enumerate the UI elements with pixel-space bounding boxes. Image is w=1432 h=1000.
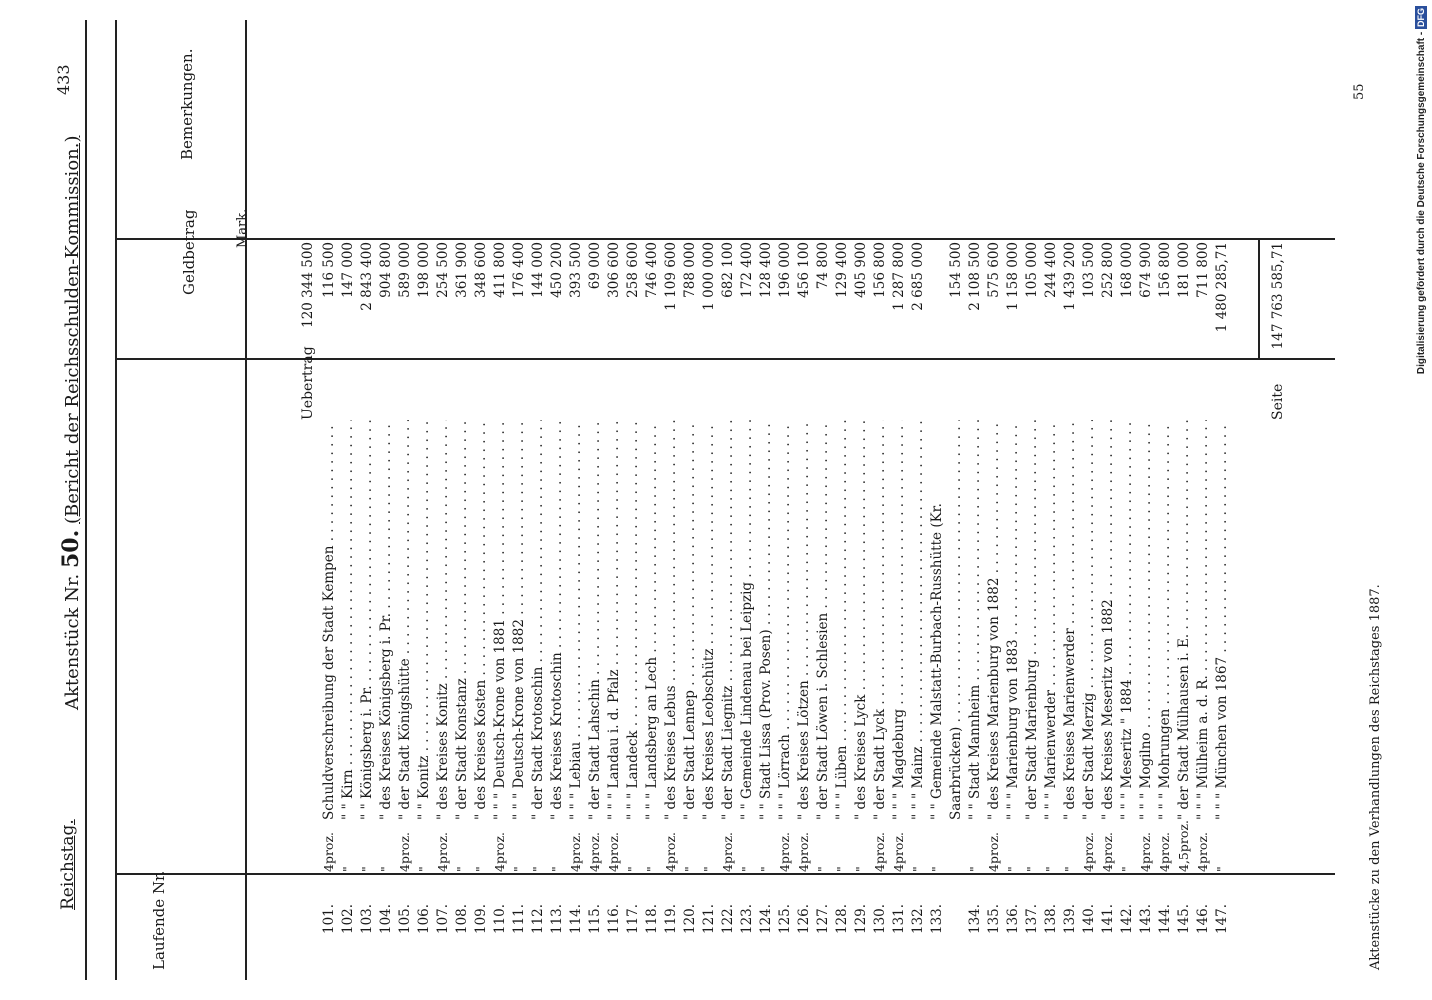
row-description: " des Kreises Lebus . . . [662,420,680,820]
table-row [1175,0,1193,1000]
row-description: " " Königsberg i. Pr. . . . [358,420,376,820]
row-amount: 411 800 [492,242,508,298]
table-row [681,0,699,1000]
table-row [1194,0,1212,1000]
table-row [1023,0,1041,1000]
row-amount: 674 900 [1138,242,1154,298]
row-rate: " [1119,866,1134,872]
row-description: " der Stadt Krotoschin . . . [529,420,547,820]
row-description: " " " Marienburg von 1883 . . . [1004,420,1022,820]
row-number: 120. [682,903,698,934]
row-rate: " [701,866,716,872]
row-number: 119. [663,903,679,934]
row-number: 146. [1195,903,1211,934]
row-description: " des Kreises Kosten . . . [472,420,490,820]
row-amount: 116 500 [321,242,337,298]
row-amount: 181 000 [1176,242,1192,298]
row-amount: 682 100 [720,242,736,298]
table-row [966,0,984,1000]
row-amount: 393 500 [568,242,584,298]
row-rate: 4proz. [397,831,412,872]
row-rate: 4proz. [720,831,735,872]
row-number: 111. [511,903,527,934]
table-row [339,0,357,1000]
row-description: " " " Landsberg an Lech . . . [643,420,661,820]
row-number: 130. [872,903,888,934]
row-rate: 4proz. [1100,831,1115,872]
row-description: " der Stadt Marienburg . . . [1023,420,1041,820]
table-row [320,0,338,1000]
footnote: Aktenstücke zu den Verhandlungen des Reichstages 1887. [1368,584,1383,970]
table-row [434,0,452,1000]
row-amount: 176 400 [511,242,527,298]
table-row [1213,0,1231,1000]
row-rate: " [1043,866,1058,872]
row-number: 143. [1138,903,1154,934]
row-description: Schuldverschreibung der Stadt Kempen . . . [320,420,338,820]
row-rate: " [682,866,697,872]
table-row [700,0,718,1000]
row-amount: 156 800 [1157,242,1173,298]
row-number: 124. [758,903,774,934]
table-row [377,0,395,1000]
row-rate: 4proz. [796,831,811,872]
dfg-notice [1412,6,1432,406]
table-row [1137,0,1155,1000]
row-amount: 154 500 [948,242,964,298]
row-amount: 1 000 000 [701,242,717,311]
table-row [415,0,433,1000]
row-amount: 361 900 [454,242,470,298]
row-amount: 254 500 [435,242,451,298]
row-description: " des Kreises Marienburg von 1882 . . . [985,420,1003,820]
table-row [947,0,965,1000]
row-number: 144. [1157,903,1173,934]
row-description: " " " Magdeburg . . . [890,420,908,820]
header-aktenstueck: Aktenstück Nr. [62,573,83,710]
row-number: 140. [1081,903,1097,934]
row-amount: 103 500 [1081,242,1097,298]
row-amount: 575 600 [986,242,1002,298]
row-number: 113. [549,903,565,934]
row-amount: 172 400 [739,242,755,298]
row-description: " der Stadt Königshütte . . . [396,420,414,820]
row-amount: 711 800 [1195,242,1211,298]
row-amount: 348 600 [473,242,489,298]
uebertrag-label: Uebertrag [300,346,316,420]
row-number: 106. [416,903,432,934]
row-amount: 128 400 [758,242,774,298]
row-number: 112. [530,903,546,934]
row-rate: " [758,866,773,872]
table-row [567,0,585,1000]
row-rate: " [473,866,488,872]
row-amount: 746 400 [644,242,660,298]
row-number: 142. [1119,903,1135,934]
row-number: 121. [701,903,717,934]
row-description: " " Stadt Lissa (Prov. Posen) . . . [757,420,775,820]
row-rate: " [967,866,982,872]
row-amount: 1 480 285,71 [1214,242,1230,333]
table-row [1099,0,1117,1000]
row-amount: 456 100 [796,242,812,298]
table-row [1156,0,1174,1000]
table-row [1118,0,1136,1000]
table-row [396,0,414,1000]
uebertrag-amount: 120 344 500 [300,242,316,328]
row-amount: 196 000 [777,242,793,298]
dfg-notice-text: Digitalisierung gefördert durch die Deutsche Forschungsgemeinschaft - [1416,31,1427,375]
row-amount: 2 843 400 [359,242,375,311]
table-row [814,0,832,1000]
row-amount: 1 439 200 [1062,242,1078,311]
row-description: " der Stadt Lennep . . . [681,420,699,820]
row-rate: " [1214,866,1229,872]
row-number: 109. [473,903,489,934]
row-description: " der Stadt Löwen i. Schlesien . . . [814,420,832,820]
table-row [358,0,376,1000]
row-description: " des Kreises Lötzen . . . [795,420,813,820]
table-row [643,0,661,1000]
row-rate: " [853,866,868,872]
table-row [510,0,528,1000]
row-rate: 4proz. [435,831,450,872]
row-description: " " " Lörrach . . . [776,420,794,820]
table-row [472,0,490,1000]
row-description: " des Kreises Königsberg i. Pr. . . . [377,420,395,820]
row-amount: 904 800 [378,242,394,298]
row-amount: 258 600 [625,242,641,298]
row-description: " " Gemeinde Lindenau bei Leipzig . . . [738,420,756,820]
table-row [833,0,851,1000]
row-number: 129. [853,903,869,934]
header-reichstag: Reichstag. [58,819,78,910]
row-number: 147. [1214,903,1230,934]
table-row [776,0,794,1000]
row-amount: 589 000 [397,242,413,298]
row-rate: 4,5proz. [1176,820,1191,872]
row-description: Saarbrücken) . . . [947,420,965,820]
row-rate: 4proz. [1157,831,1172,872]
row-number: 137. [1024,903,1040,934]
row-number: 126. [796,903,812,934]
row-number: 118. [644,903,660,934]
table-row [928,0,946,1000]
row-rate: " [1005,866,1020,872]
row-number: 123. [739,903,755,934]
row-number: 136. [1005,903,1021,934]
row-rate: 4proz. [1138,831,1153,872]
row-rate: 4proz. [321,831,336,872]
row-rate: 4proz. [891,831,906,872]
row-number: 132. [910,903,926,934]
row-amount: 74 800 [815,242,831,290]
table-row [738,0,756,1000]
column-header-geldbetrag: Geldbetrag [180,209,198,295]
row-description: " " " Marienwerder . . . [1042,420,1060,820]
row-amount: 306 600 [606,242,622,298]
row-number: 141. [1100,903,1116,934]
row-description: " " " Deutsch-Krone von 1882 . . . [510,420,528,820]
row-number: 122. [720,903,736,934]
row-rate: " [929,866,944,872]
row-amount: 244 400 [1043,242,1059,298]
row-rate: " [739,866,754,872]
row-rate: " [910,866,925,872]
table-row [1080,0,1098,1000]
row-description: " " " Landau i. d. Pfalz . . . [605,420,623,820]
column-header-bemerkungen: Bemerkungen. [178,48,196,160]
row-description: " " " Mogilno . . . [1137,420,1155,820]
row-description: " des Kreises Leobschütz . . . [700,420,718,820]
table-row [909,0,927,1000]
row-number: 101. [321,903,337,934]
table-row [890,0,908,1000]
row-rate: " [549,866,564,872]
table-row [795,0,813,1000]
dfg-logo: DFG [1416,8,1426,27]
row-description: " der Stadt Merzig . . . [1080,420,1098,820]
header-commission: (Bericht der Reichsschulden-Kommission.) [62,135,83,524]
table-row [491,0,509,1000]
row-rate: 4proz. [492,831,507,872]
row-description: " " " Mülheim a. d. R. . . . [1194,420,1212,820]
row-number: 115. [587,903,603,934]
table-row [662,0,680,1000]
table-row [1061,0,1079,1000]
table-row [624,0,642,1000]
row-description: " " Gemeinde Malstatt-Burbach-Russhütte (Kr. [929,503,945,820]
row-number: 108. [454,903,470,934]
header-number: 50. [58,529,84,568]
row-description: " " " Meseritz " 1884 . . . [1118,420,1136,820]
row-rate: " [644,866,659,872]
row-description: " der Stadt Konstanz . . . [453,420,471,820]
row-number: 110. [492,903,508,934]
row-number: 104. [378,903,394,934]
row-rate: " [625,866,640,872]
row-description: " " " Mainz . . . [909,420,927,820]
row-rate: " [1024,866,1039,872]
sheet-number: 55 [1352,83,1367,100]
row-description: " " Kirn . . . [339,420,357,820]
seite-label: Seite [1270,383,1286,420]
row-description: " " " Lebiau . . . [567,420,585,820]
table-row [757,0,775,1000]
row-amount: 450 200 [549,242,565,298]
row-description: " der Stadt Lyck . . . [871,420,889,820]
row-rate: 4proz. [663,831,678,872]
row-description: " " " Lüben . . . [833,420,851,820]
table-row [719,0,737,1000]
row-rate: 4proz. [1081,831,1096,872]
row-description: " des Kreises Lyck . . . [852,420,870,820]
row-rate: " [815,866,830,872]
table-row [529,0,547,1000]
row-amount: 788 000 [682,242,698,298]
row-rate: " [378,866,393,872]
row-rate: 4proz. [986,831,1001,872]
row-rate: 4proz. [587,831,602,872]
row-number: 103. [359,903,375,934]
column-header-mark: Mark. [235,208,250,248]
row-rate: " [416,866,431,872]
total-amount: 147 763 585,71 [1270,242,1286,350]
row-amount: 1 287 800 [891,242,907,311]
row-amount: 69 000 [587,242,603,290]
row-number: 145. [1176,903,1192,934]
row-description: " " " München von 1867 . . . [1213,420,1231,820]
row-description: " " " Mohrungen . . . [1156,420,1174,820]
row-amount: 1 109 600 [663,242,679,311]
row-rate: 4proz. [606,831,621,872]
row-amount: 144 000 [530,242,546,298]
row-rate: " [834,866,849,872]
row-rate: " [511,866,526,872]
row-description: " " " Landeck . . . [624,420,642,820]
row-rate: 4proz. [777,831,792,872]
table-row [586,0,604,1000]
row-description: " des Kreises Marienwerder . . . [1061,420,1079,820]
row-amount: 156 800 [872,242,888,298]
row-number: 105. [397,903,413,934]
page-number: 433 [54,64,73,95]
row-rate: " [359,866,374,872]
row-description: " der Stadt Mülhausen i. E. . . . [1175,420,1193,820]
row-number: 117. [625,903,641,934]
row-description: " des Kreises Meseritz von 1882 . . . [1099,420,1117,820]
row-number: 116. [606,903,622,934]
row-description: " " " Deutsch-Krone von 1881 . . . [491,420,509,820]
table-row [985,0,1003,1000]
row-amount: 252 800 [1100,242,1116,298]
row-amount: 168 000 [1119,242,1135,298]
table-row [871,0,889,1000]
row-rate: " [340,866,355,872]
row-rate: 4proz. [568,831,583,872]
table-row [605,0,623,1000]
row-amount: 2 685 000 [910,242,926,311]
row-number: 102. [340,903,356,934]
row-number: 128. [834,903,850,934]
row-number: 114. [568,903,584,934]
row-number: 127. [815,903,831,934]
column-header-nr: Laufende Nr. [150,870,168,970]
row-amount: 147 000 [340,242,356,298]
row-description: " " Konitz . . . [415,420,433,820]
table-row [852,0,870,1000]
row-number: 131. [891,903,907,934]
row-amount: 129 400 [834,242,850,298]
row-rate: " [1062,866,1077,872]
table-row [1042,0,1060,1000]
table-row [453,0,471,1000]
row-number: 135. [986,903,1002,934]
row-number: 138. [1043,903,1059,934]
row-description: " des Kreises Konitz . . . [434,420,452,820]
row-description: " der Stadt Lahschin . . . [586,420,604,820]
row-amount: 105 000 [1024,242,1040,298]
table-row [548,0,566,1000]
row-description: " " Stadt Mannheim . . . [966,420,984,820]
row-number: 134. [967,903,983,934]
row-amount: 1 158 000 [1005,242,1021,311]
row-amount: 198 000 [416,242,432,298]
row-number: 139. [1062,903,1078,934]
row-rate: " [530,866,545,872]
row-number: 107. [435,903,451,934]
table-row [1004,0,1022,1000]
row-rate: 4proz. [1195,831,1210,872]
row-amount: 2 108 500 [967,242,983,311]
row-rate: 4proz. [872,831,887,872]
row-description: " des Kreises Krotoschin . . . [548,420,566,820]
row-number: 133. [929,903,945,934]
row-description: " der Stadt Liegnitz . . . [719,420,737,820]
row-number: 125. [777,903,793,934]
row-amount: 405 900 [853,242,869,298]
row-rate: " [454,866,469,872]
